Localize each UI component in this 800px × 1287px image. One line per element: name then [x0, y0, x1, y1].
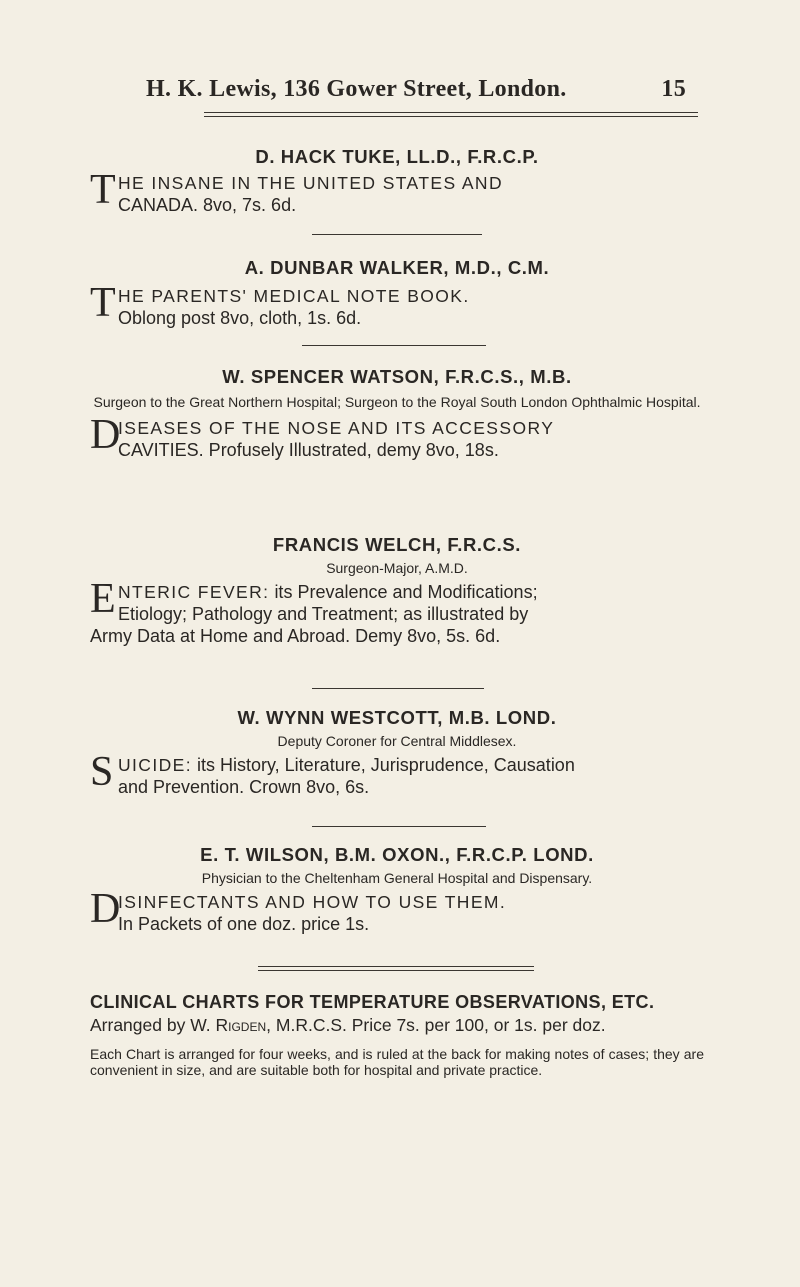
author: D. HACK TUKE, LL.D., F.R.C.P. — [255, 146, 539, 167]
title-rest: In Packets of one doz. price 1s. — [118, 914, 370, 934]
clinical-heading: CLINICAL CHARTS FOR TEMPERATURE OBSERVATIONS, ETC. — [90, 992, 655, 1012]
title-caps: ISINFECTANTS AND HOW TO USE THEM. — [118, 892, 507, 912]
title-caps: UICIDE: — [118, 755, 192, 775]
book-title — [90, 412, 704, 461]
author: A. DUNBAR WALKER, M.D., C.M. — [244, 257, 550, 278]
clinical-description — [90, 1015, 704, 1036]
title-line3: Army Data at Home and Abroad. Demy 8vo, 5s. 6d. — [90, 626, 501, 646]
book-title — [90, 280, 704, 329]
author: E. T. WILSON, B.M. OXON., F.R.C.P. LOND. — [200, 844, 594, 865]
entry-tuke — [90, 146, 704, 216]
book-title — [90, 167, 704, 216]
clinical-body-name: Rigden — [215, 1015, 267, 1035]
author-affiliation: Surgeon-Major, A.M.D. — [326, 560, 468, 576]
book-title — [90, 886, 704, 935]
drop-initial: E — [90, 576, 116, 622]
author-affiliation: Deputy Coroner for Central Middlesex. — [277, 733, 517, 749]
entry-wilson — [90, 844, 704, 935]
author: W. WYNN WESTCOTT, M.B. LOND. — [237, 707, 557, 728]
author-affiliation: Physician to the Cheltenham General Hospital and Dispensary. — [201, 870, 593, 886]
author: FRANCIS WELCH, F.R.C.S. — [272, 534, 522, 555]
entry-westcott — [90, 707, 704, 798]
entry-watson — [90, 366, 704, 461]
header-rule — [204, 112, 698, 113]
page-number: 15 — [661, 76, 686, 102]
running-head — [146, 76, 686, 103]
title-rest: Oblong post 8vo, cloth, 1s. 6d. — [118, 308, 362, 328]
divider — [312, 688, 484, 689]
title-caps: NTERIC FEVER: — [118, 582, 270, 602]
title-caps: HE INSANE IN THE UNITED STATES AND — [118, 173, 504, 193]
title-rest: CAVITIES. Profusely Illustrated, demy 8vo, 18s. — [118, 440, 499, 460]
divider — [302, 345, 486, 346]
drop-initial: D — [90, 886, 121, 932]
author-affiliation: Surgeon to the Great Northern Hospital; Surgeon to the Royal South London Ophthalmic Hospital. — [93, 394, 701, 410]
title-line1-rest: its Prevalence and Modifications; — [274, 582, 538, 602]
book-title — [90, 576, 704, 647]
drop-initial: T — [90, 167, 116, 213]
title-rest: CANADA. 8vo, 7s. 6d. — [118, 195, 297, 215]
title-caps: ISEASES OF THE NOSE AND ITS ACCESSORY — [118, 418, 555, 438]
clinical-note: Each Chart is arranged for four weeks, and is ruled at the back for making notes of cases; they are convenient in size, and are suitable both for hospital and private practice. — [90, 1046, 704, 1078]
divider — [312, 234, 482, 235]
book-title — [90, 749, 704, 798]
author: W. SPENCER WATSON, F.R.C.S., M.B. — [222, 366, 572, 387]
entry-clinical-charts — [90, 992, 704, 1078]
section-divider — [258, 966, 534, 967]
title-caps: HE PARENTS' MEDICAL NOTE BOOK. — [118, 286, 470, 306]
title-line2: and Prevention. Crown 8vo, 6s. — [118, 777, 370, 797]
divider — [312, 826, 486, 827]
title-line1-rest: its History, Literature, Jurisprudence, Causation — [197, 755, 575, 775]
clinical-body-suffix: , M.R.C.S. Price 7s. per 100, or 1s. per doz. — [266, 1015, 606, 1035]
publisher-address: H. K. Lewis, 136 Gower Street, London. — [146, 76, 567, 102]
drop-initial: S — [90, 749, 114, 795]
entry-walker — [90, 257, 704, 329]
drop-initial: T — [90, 280, 116, 326]
title-line2: Etiology; Pathology and Treatment; as illustrated by — [118, 604, 529, 624]
clinical-body-prefix: Arranged by W. — [90, 1015, 211, 1035]
drop-initial: D — [90, 412, 121, 458]
entry-welch — [90, 534, 704, 647]
